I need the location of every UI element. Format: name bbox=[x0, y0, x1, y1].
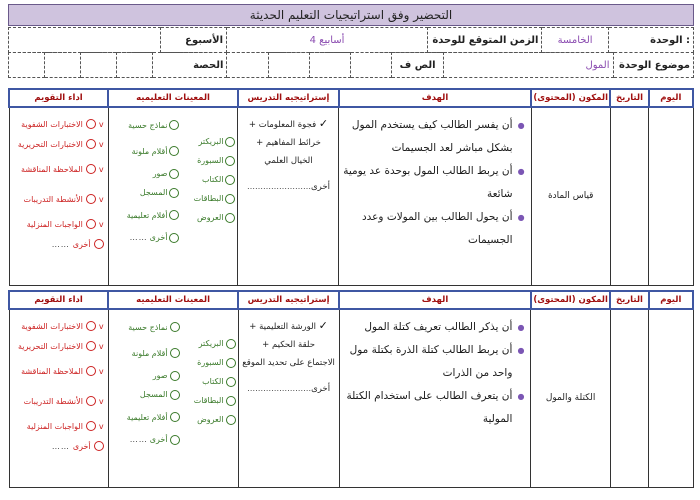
goal-cell bbox=[339, 309, 531, 487]
goal-item: ● أن يحول الطالب بين المولات وعدد الجسيمات bbox=[339, 206, 512, 252]
aid-label: البطاقات bbox=[193, 194, 224, 203]
header-aids: المعينات التعليميه bbox=[108, 89, 238, 107]
other-label: أخرى bbox=[311, 384, 331, 394]
eval-label: الاختبارات الشفوية bbox=[21, 119, 83, 129]
header-eval: اداء التقويم bbox=[9, 291, 108, 309]
aids-cell: البريكتر السبورة الكتاب البطاقات العروض نماذج حسية أقلام ملونة صور المسجل أفلام تعليمية أخرى …… bbox=[108, 107, 238, 285]
strategy-cell: ✓ الورشة التعليمية + حلقة الحكيم + الاجتماع على تحديد الموقع أخرى…………………… bbox=[238, 309, 339, 487]
duration-value: 4 أسابيع bbox=[227, 28, 428, 53]
blank-cell bbox=[80, 53, 116, 78]
topic-value: المول bbox=[444, 53, 613, 78]
eval-label: الأنشطة التدريبات bbox=[23, 396, 83, 406]
aid-label: السبورة bbox=[197, 156, 224, 165]
eval-cell: v الاختبارات الشفوية v الاختبارات التحريرية v الملاحظة المناقشة v الأنشطة التدريبات v الواجبات المنزلية أخرى …… bbox=[9, 107, 108, 285]
checkbox-circle[interactable] bbox=[226, 415, 236, 425]
eval-label: الاختبارات الشفوية bbox=[21, 321, 83, 331]
header-eval: اداء التقويم bbox=[9, 89, 108, 107]
header-strategy: إستراتيجيه التدريس bbox=[238, 89, 339, 107]
eval-label: الملاحظة المناقشة bbox=[21, 164, 83, 174]
unit-label: الوحدة : bbox=[608, 28, 693, 53]
strategy-item: الورشة التعليمية + bbox=[249, 322, 316, 332]
aid-label: العروض bbox=[197, 213, 224, 222]
aid-label: السبورة bbox=[197, 358, 224, 367]
period-label: الحصة bbox=[152, 53, 227, 78]
checkbox-circle[interactable] bbox=[169, 169, 179, 179]
checkbox-circle[interactable] bbox=[86, 139, 96, 149]
checkbox-circle[interactable] bbox=[169, 188, 179, 198]
strategy-item: الخيال العلمي bbox=[264, 156, 313, 166]
checkbox-circle[interactable] bbox=[94, 239, 104, 249]
component-cell: الكتلة والمول bbox=[531, 309, 610, 487]
header-day: اليوم bbox=[649, 89, 693, 107]
header-day: اليوم bbox=[649, 291, 693, 309]
other-label: أخرى bbox=[310, 182, 330, 192]
aid-label: نماذج حسية bbox=[128, 120, 168, 130]
strategy-item: الاجتماع على تحديد الموقع bbox=[242, 358, 335, 368]
checkbox-circle[interactable] bbox=[226, 339, 236, 349]
checkbox-circle[interactable] bbox=[86, 219, 96, 229]
aid-label: صور bbox=[152, 169, 168, 178]
eval-label: الواجبات المنزلية bbox=[26, 219, 83, 229]
blank-cell bbox=[309, 53, 350, 78]
checkbox-circle[interactable] bbox=[170, 348, 180, 358]
aid-label: البريكتر bbox=[198, 339, 224, 348]
check-icon: ✓ bbox=[318, 319, 328, 332]
unit-info-table-2 bbox=[8, 52, 694, 78]
header-goal: الهدف bbox=[339, 291, 531, 309]
header-goal: الهدف bbox=[339, 89, 531, 107]
unit-info-table bbox=[8, 27, 694, 53]
duration-label: الزمن المتوقع للوحدة bbox=[428, 28, 542, 53]
goal-item: ● أن يذكر الطالب تعريف كتلة المول bbox=[340, 316, 513, 339]
checkbox-circle[interactable] bbox=[86, 164, 96, 174]
aid-label: الكتاب bbox=[202, 175, 224, 184]
week-label: الأسبوع bbox=[160, 28, 226, 53]
checkbox-circle[interactable] bbox=[86, 119, 96, 129]
date-cell bbox=[610, 107, 648, 285]
aid-label: المسجل bbox=[139, 390, 168, 399]
aid-label: أفلام تعليمية bbox=[126, 210, 168, 220]
checkbox-circle[interactable] bbox=[225, 175, 235, 185]
goal-cell bbox=[339, 107, 531, 285]
checkbox-circle[interactable] bbox=[225, 156, 235, 166]
blank-cell bbox=[350, 53, 391, 78]
goal-item: ● أن يتعرف الطالب على استخدام الكتلة المولية bbox=[340, 385, 513, 431]
eval-label: أخرى bbox=[72, 441, 91, 451]
checkbox-circle[interactable] bbox=[86, 396, 96, 406]
aid-label: أخرى bbox=[149, 435, 168, 444]
header-strategy: إستراتيجيه التدريس bbox=[238, 291, 339, 309]
aid-label: صور bbox=[152, 371, 168, 380]
header-date: التاريخ bbox=[610, 89, 648, 107]
header-component: المكون (المحتوى) bbox=[531, 291, 610, 309]
eval-label: الملاحظة المناقشة bbox=[21, 366, 83, 376]
strategy-item: حلقة الحكيم + bbox=[262, 340, 315, 350]
checkbox-circle[interactable] bbox=[169, 146, 179, 156]
blank-cell bbox=[227, 53, 268, 78]
eval-label: الاختبارات التحريرية bbox=[17, 139, 83, 149]
day-cell bbox=[649, 309, 693, 487]
checkbox-circle[interactable] bbox=[226, 377, 236, 387]
header-aids: المعينات التعليميه bbox=[108, 291, 238, 309]
checkbox-circle[interactable] bbox=[170, 435, 180, 445]
page-title: التحضير وفق استراتيجيات التعليم الحديثة bbox=[8, 4, 694, 26]
strategy-cell: ✓ فجوة المعلومات + خرائط المفاهيم + الخيال العلمي أخرى…………………… bbox=[238, 107, 339, 285]
unit-value: الخامسة bbox=[542, 28, 608, 53]
checkbox-circle[interactable] bbox=[225, 213, 235, 223]
week-cell bbox=[9, 28, 161, 53]
component-cell: قياس المادة bbox=[531, 107, 610, 285]
goal-item: ● أن يفسر الطالب كيف يستخدم المول بشكل مباشر لعد الجسيمات bbox=[339, 114, 512, 160]
checkbox-circle[interactable] bbox=[86, 321, 96, 331]
checkbox-circle[interactable] bbox=[226, 396, 236, 406]
strategy-item: فجوة المعلومات + bbox=[248, 120, 317, 130]
checkbox-circle[interactable] bbox=[86, 366, 96, 376]
lesson-plan-2 bbox=[8, 290, 694, 488]
eval-label: الأنشطة التدريبات bbox=[23, 194, 83, 204]
aid-label: نماذج حسية bbox=[128, 322, 168, 332]
goal-item: ● أن يربط الطالب كتلة الذرة بكتلة مول واحد من الذرات bbox=[340, 339, 513, 385]
checkbox-circle[interactable] bbox=[170, 390, 180, 400]
checkbox-circle[interactable] bbox=[169, 233, 179, 243]
date-cell bbox=[610, 309, 648, 487]
aid-label: البريكتر bbox=[198, 137, 224, 146]
blank-cell bbox=[44, 53, 80, 78]
class-label: الص ف bbox=[391, 53, 444, 78]
checkbox-circle[interactable] bbox=[86, 421, 96, 431]
eval-label: الاختبارات التحريرية bbox=[17, 341, 83, 351]
topic-label: موضوع الوحدة bbox=[613, 53, 694, 78]
checkbox-circle[interactable] bbox=[225, 137, 235, 147]
aid-label: أخرى bbox=[149, 233, 168, 242]
checkbox-circle[interactable] bbox=[169, 210, 179, 220]
header-date: التاريخ bbox=[610, 291, 648, 309]
eval-label: الواجبات المنزلية bbox=[26, 421, 83, 431]
blank-cell bbox=[9, 53, 45, 78]
aids-cell: البريكتر السبورة الكتاب البطاقات العروض نماذج حسية أقلام ملونة صور المسجل أفلام تعليمية أخرى …… bbox=[108, 309, 238, 487]
aid-label: أقلام ملونة bbox=[131, 146, 168, 156]
aid-label: البطاقات bbox=[193, 396, 224, 405]
checkbox-circle[interactable] bbox=[170, 371, 180, 381]
check-icon: ✓ bbox=[318, 117, 329, 130]
day-cell bbox=[649, 107, 693, 285]
eval-cell: v الاختبارات الشفوية v الاختبارات التحريرية v الملاحظة المناقشة v الأنشطة التدريبات v الواجبات المنزلية أخرى …… bbox=[9, 309, 108, 487]
checkbox-circle[interactable] bbox=[170, 322, 180, 332]
aid-label: المسجل bbox=[139, 188, 168, 197]
aid-label: أفلام تعليمية bbox=[126, 412, 168, 422]
aid-label: أقلام ملونة bbox=[131, 348, 168, 358]
checkbox-circle[interactable] bbox=[170, 412, 180, 422]
checkbox-circle[interactable] bbox=[226, 358, 236, 368]
checkbox-circle[interactable] bbox=[86, 194, 96, 204]
aid-label: الكتاب bbox=[202, 377, 224, 386]
checkbox-circle[interactable] bbox=[169, 120, 179, 130]
lesson-plan-1 bbox=[8, 88, 694, 286]
goal-item: ● أن يربط الطالب المول بوحدة عد يومية شائعة bbox=[339, 160, 512, 206]
strategy-item: خرائط المفاهيم + bbox=[256, 138, 321, 148]
eval-label: أخرى bbox=[72, 239, 91, 249]
blank-cell bbox=[116, 53, 152, 78]
checkbox-circle[interactable] bbox=[94, 441, 104, 451]
checkbox-circle[interactable] bbox=[225, 194, 235, 204]
aid-label: العروض bbox=[197, 415, 224, 424]
header-component: المكون (المحتوى) bbox=[531, 89, 610, 107]
blank-cell bbox=[268, 53, 309, 78]
checkbox-circle[interactable] bbox=[86, 341, 96, 351]
